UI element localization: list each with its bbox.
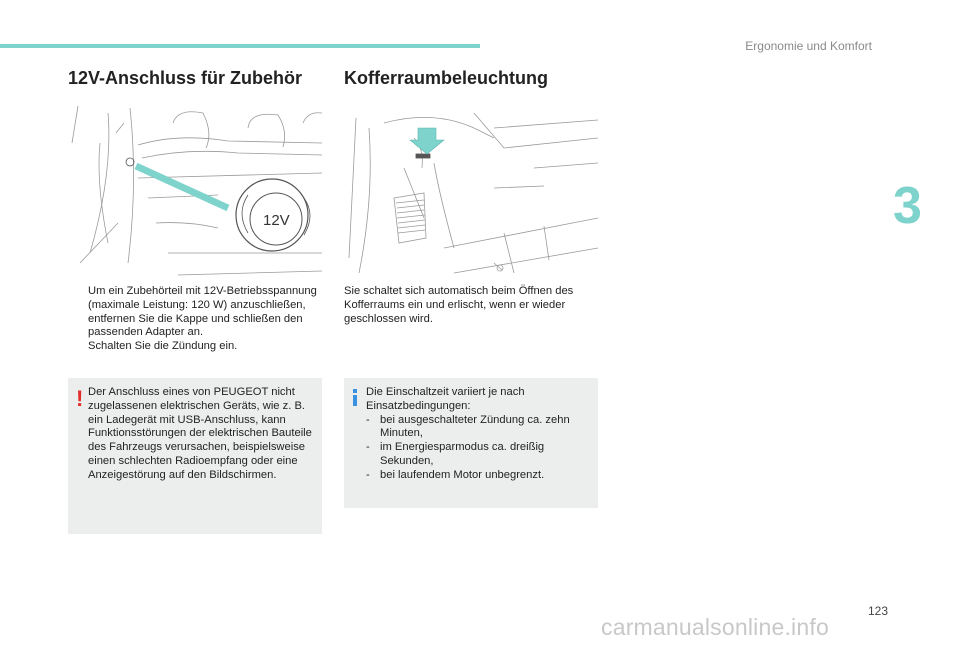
info-icon <box>353 389 357 405</box>
instruction-item <box>68 285 324 340</box>
warning-text: Der Anschluss eines von PEUGEOT nicht zugelassenen elektrischen Geräts, wie z. B. ein Ladegerät mit USB-Anschluss, kann Funktionsstörungen der elektrischen Bauteile des Fahrzeugs verursachen, beispielsweise einen schlechten Radioempfang oder eine Anzeigestörung auf den Bildschirmen. <box>88 386 312 481</box>
instruction-item <box>68 340 324 354</box>
instruction-text: Um ein Zubehörteil mit 12V-Betriebsspannung (maximale Leistung: 120 W) anzuschließen, entfernen Sie die Kappe und schließen den passenden Adapter an. <box>88 285 317 339</box>
socket-12v-label: 12V <box>263 212 290 229</box>
instruction-text: Schalten Sie die Zündung ein. <box>88 340 238 353</box>
info-item-text: bei laufendem Motor unbegrenzt. <box>380 468 545 481</box>
dash-mark: - <box>366 441 370 454</box>
page-number: 123 <box>867 604 888 618</box>
info-note <box>344 378 598 508</box>
top-accent-bar <box>0 44 480 48</box>
socket-illustration <box>68 103 322 276</box>
section-header: Ergonomie und Komfort <box>745 39 872 53</box>
info-list-item <box>366 441 592 469</box>
info-list-item <box>366 414 592 442</box>
warning-icon: ! <box>76 386 84 411</box>
watermark: carmanualsonline.info <box>601 614 829 640</box>
socket-section-title: 12V-Anschluss für Zubehör <box>68 68 303 88</box>
dash-mark: - <box>366 468 370 481</box>
trunk-illustration <box>344 108 598 280</box>
warning-note <box>68 378 322 534</box>
info-item-text: bei ausgeschalteter Zündung ca. zehn Minuten, <box>380 413 570 440</box>
trunk-light-description: Sie schaltet sich automatisch beim Öffnen des Kofferraums ein und erlischt, wenn er wieder geschlossen wird. <box>344 285 574 325</box>
info-intro: Die Einschaltzeit variiert je nach Einsatzbedingungen: <box>366 386 525 412</box>
info-list-item <box>366 469 592 483</box>
dash-mark: - <box>366 413 370 426</box>
socket-instructions <box>68 285 324 354</box>
chapter-number: 3 <box>893 177 922 235</box>
trunk-light-section-title: Kofferraumbeleuchtung <box>344 68 549 88</box>
info-item-text: im Energiesparmodus ca. dreißig Sekunden, <box>380 441 545 467</box>
